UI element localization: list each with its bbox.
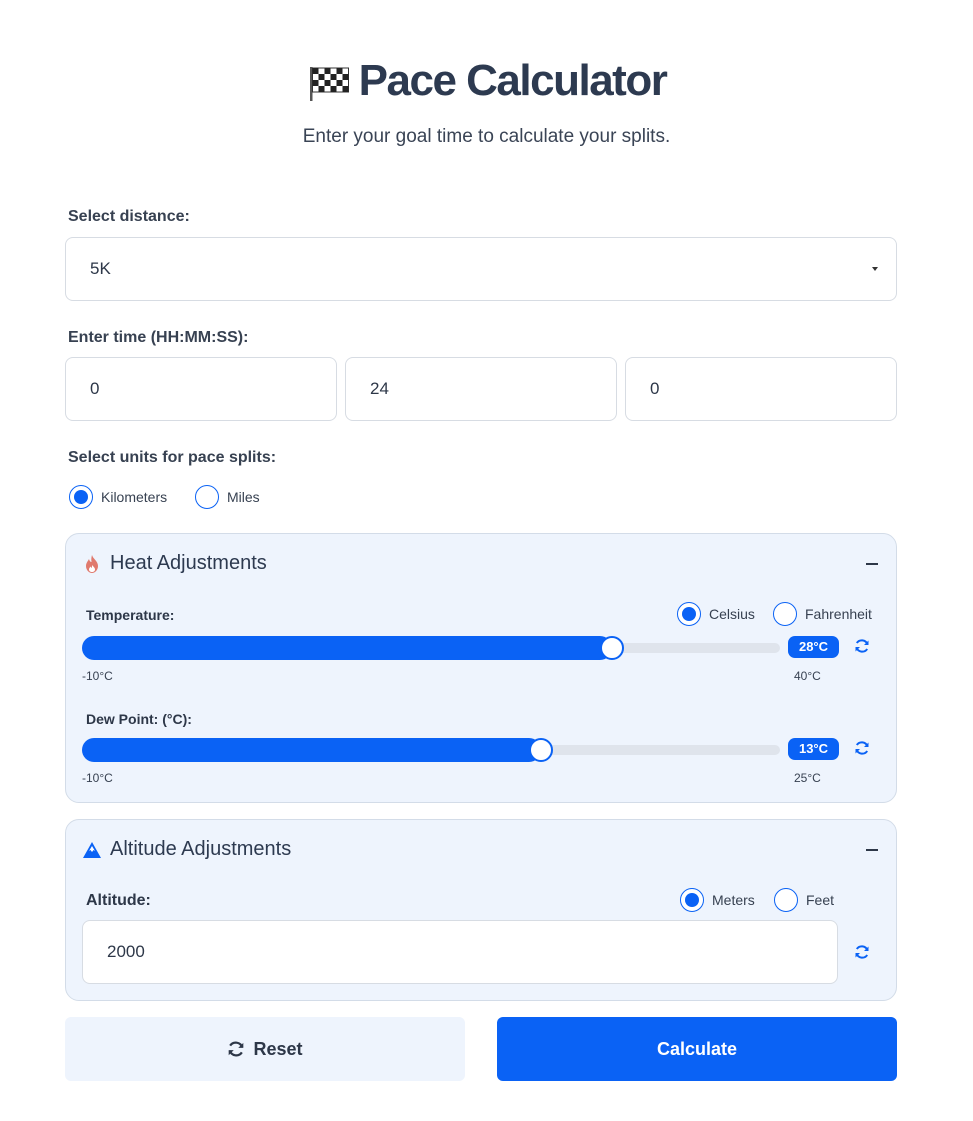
- dew-point-max-label: 25°C: [794, 771, 821, 785]
- temperature-slider-fill: [82, 636, 612, 660]
- temperature-max-label: 40°C: [794, 669, 821, 683]
- temperature-min-label: -10°C: [82, 669, 113, 683]
- altitude-label: Altitude:: [86, 892, 151, 909]
- calculate-button-label: Calculate: [656, 1038, 738, 1059]
- hours-input[interactable]: [65, 357, 337, 421]
- refresh-icon[interactable]: [854, 638, 870, 654]
- page-header: [0, 56, 973, 148]
- kilometers-radio[interactable]: [69, 485, 93, 509]
- altitude-value: 2000: [107, 942, 145, 961]
- units-miles-option[interactable]: [195, 485, 260, 509]
- units-kilometers-option[interactable]: [69, 485, 167, 509]
- fahrenheit-radio[interactable]: [773, 602, 797, 626]
- seconds-input[interactable]: [625, 357, 897, 421]
- page-subtitle: Enter your goal time to calculate your splits.: [302, 126, 671, 147]
- collapse-icon[interactable]: [866, 563, 878, 565]
- temperature-slider[interactable]: [82, 643, 780, 653]
- distance-select-value: 5K: [90, 259, 111, 278]
- miles-label: Miles: [227, 489, 260, 505]
- temperature-slider-thumb[interactable]: [600, 636, 624, 660]
- time-label: Enter time (HH:MM:SS):: [68, 329, 249, 346]
- fahrenheit-option[interactable]: [773, 602, 872, 626]
- meters-option[interactable]: [680, 888, 755, 912]
- reset-button[interactable]: [65, 1017, 465, 1081]
- refresh-icon: [227, 1040, 245, 1058]
- celsius-option[interactable]: [677, 602, 755, 626]
- checkered-flag-icon: [307, 63, 351, 103]
- distance-label: Select distance:: [68, 208, 190, 225]
- temperature-label: Temperature:: [86, 607, 175, 623]
- page-title: Pace Calculator: [358, 56, 667, 105]
- heat-panel-header[interactable]: [82, 552, 267, 575]
- dew-point-label: Dew Point: (°C):: [86, 711, 192, 727]
- units-label: Select units for pace splits:: [68, 449, 277, 466]
- refresh-icon[interactable]: [854, 740, 870, 756]
- kilometers-label: Kilometers: [101, 489, 168, 505]
- feet-radio[interactable]: [774, 888, 798, 912]
- flame-icon: [82, 554, 102, 574]
- dew-point-slider-thumb[interactable]: [529, 738, 553, 762]
- meters-label: Meters: [712, 892, 755, 908]
- celsius-label: Celsius: [709, 606, 755, 622]
- altitude-panel-title: Altitude Adjustments: [110, 838, 292, 860]
- heat-panel-title: Heat Adjustments: [110, 552, 267, 574]
- temperature-value-badge: 28°C: [788, 636, 839, 658]
- feet-label: Feet: [806, 892, 835, 908]
- distance-select[interactable]: [65, 237, 897, 301]
- refresh-icon[interactable]: [854, 944, 870, 960]
- miles-radio[interactable]: [195, 485, 219, 509]
- dew-point-slider[interactable]: [82, 745, 780, 755]
- celsius-radio[interactable]: [677, 602, 701, 626]
- meters-radio[interactable]: [680, 888, 704, 912]
- altitude-adjustments-panel: [65, 819, 897, 1001]
- minutes-value: 24: [370, 379, 389, 398]
- altitude-panel-header[interactable]: [82, 838, 291, 861]
- heat-adjustments-panel: [65, 533, 897, 803]
- altitude-input[interactable]: [82, 920, 838, 984]
- caret-down-icon: [872, 267, 878, 271]
- page-title-row: [307, 56, 667, 106]
- minutes-input[interactable]: [345, 357, 617, 421]
- collapse-icon[interactable]: [866, 849, 878, 851]
- fahrenheit-label: Fahrenheit: [805, 606, 872, 622]
- calculate-button[interactable]: [497, 1017, 897, 1081]
- hours-value: 0: [90, 379, 100, 398]
- reset-button-label: Reset: [253, 1038, 303, 1059]
- feet-option[interactable]: [774, 888, 834, 912]
- dew-point-slider-fill: [82, 738, 541, 762]
- mountain-icon: [82, 840, 102, 860]
- seconds-value: 0: [650, 379, 660, 398]
- dew-point-min-label: -10°C: [82, 771, 113, 785]
- dew-point-value-badge: 13°C: [788, 738, 839, 760]
